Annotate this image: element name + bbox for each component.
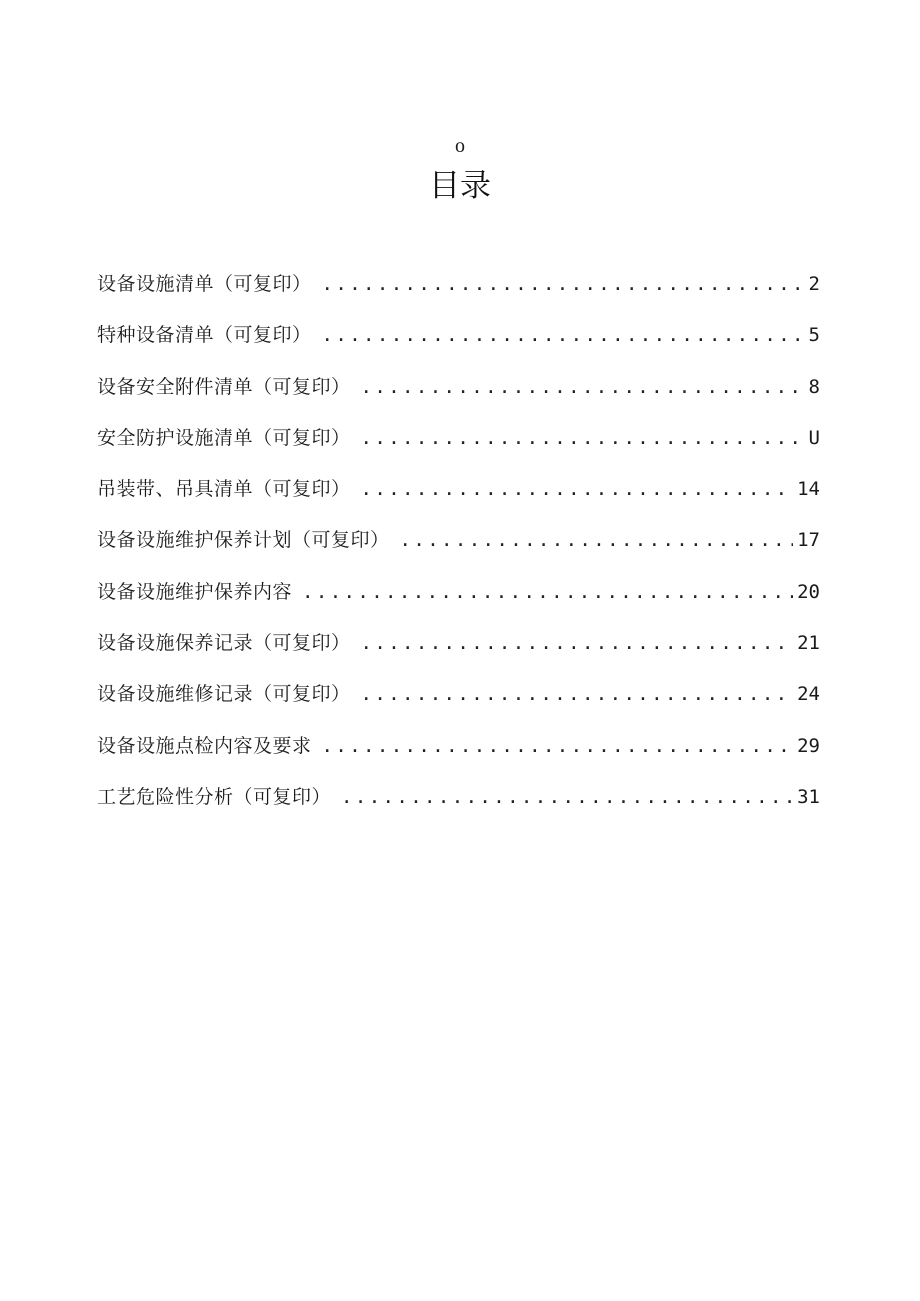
toc-page-number: 2 (808, 273, 820, 295)
toc-page-number: 14 (797, 478, 820, 501)
toc-page-number: 24 (797, 683, 820, 706)
toc-entry-label: 安全防护设施清单（可复印） (97, 426, 351, 449)
toc-dot-leader (322, 317, 805, 353)
toc-dot-leader (361, 369, 805, 405)
toc-entry[interactable] (97, 779, 820, 830)
toc-page-number: 17 (797, 529, 820, 552)
toc-dot-leader (400, 522, 794, 558)
toc-entry[interactable] (97, 317, 820, 368)
toc-entry[interactable] (97, 625, 820, 676)
toc-entry[interactable] (97, 574, 820, 625)
toc-dot-leader (322, 266, 805, 302)
toc-entry[interactable] (97, 471, 820, 522)
toc-entry-label: 设备设施保养记录（可复印） (97, 632, 351, 655)
toc-dot-leader (302, 574, 793, 610)
toc-page-number: 29 (797, 734, 820, 757)
page-title: 目录 (429, 168, 491, 204)
toc-dot-leader (341, 779, 793, 815)
toc-page-number: U (808, 426, 820, 449)
toc-entry-label: 特种设备清单（可复印） (97, 324, 312, 347)
toc-entry-label: 设备设施点检内容及要求 (97, 734, 312, 757)
toc-entry-label: 设备设施维护保养计划（可复印） (97, 529, 390, 552)
toc-entry-label: 吊装带、吊具清单（可复印） (97, 478, 351, 501)
toc-entry-label: 设备设施维修记录（可复印） (97, 683, 351, 706)
toc-entry[interactable] (97, 728, 820, 779)
toc-dot-leader (361, 471, 794, 507)
toc-entry[interactable] (97, 522, 820, 573)
toc-page-number: 5 (808, 324, 820, 347)
toc-entry[interactable] (97, 369, 820, 420)
toc-dot-leader (361, 420, 805, 456)
toc-entry-label: 设备安全附件清单（可复印） (97, 375, 351, 398)
toc-dot-leader (361, 676, 794, 712)
toc-page-number: 31 (797, 785, 820, 808)
page-marker: o (455, 135, 465, 157)
table-of-contents (97, 266, 820, 830)
toc-entry[interactable] (97, 676, 820, 727)
toc-page-number: 21 (797, 632, 820, 655)
toc-entry-label: 设备设施清单（可复印） (97, 273, 312, 295)
toc-page-number: 8 (808, 375, 820, 398)
toc-entry-label: 设备设施维护保养内容 (97, 580, 293, 603)
toc-page-number: 20 (797, 580, 820, 603)
toc-entry[interactable] (97, 266, 820, 317)
toc-entry-label: 工艺危险性分析（可复印） (97, 785, 332, 808)
toc-dot-leader (322, 728, 794, 764)
toc-entry[interactable] (97, 420, 820, 471)
toc-dot-leader (361, 625, 794, 661)
